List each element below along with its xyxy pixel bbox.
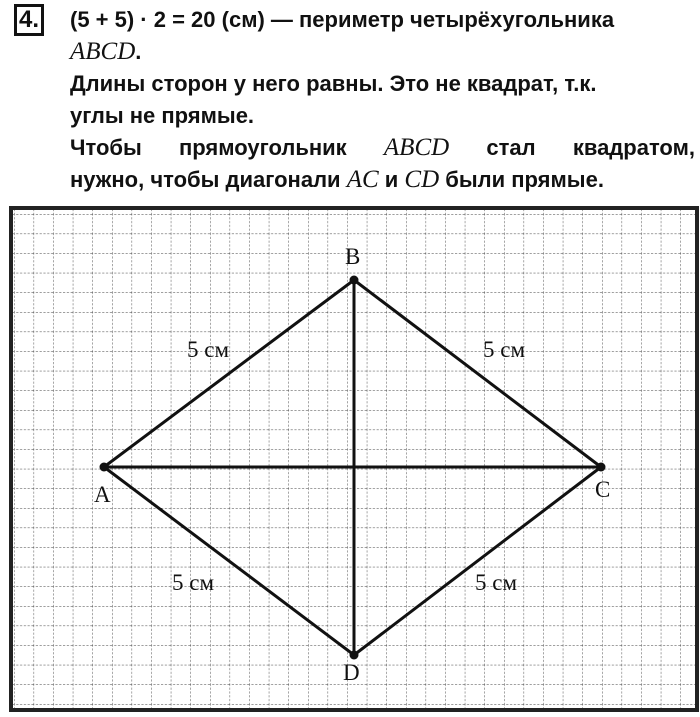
- vertex-label-a: A: [94, 482, 111, 507]
- text-line-5: [70, 132, 695, 164]
- vertex-label-d: D: [343, 660, 360, 685]
- text-line-1: [70, 4, 695, 36]
- period: .: [135, 39, 142, 64]
- text-line-6: [70, 164, 695, 196]
- text-fragment: нужно, чтобы диагонали: [70, 167, 347, 192]
- side-label-ab: 5 см: [187, 337, 230, 362]
- diagonal-ac: AC: [346, 166, 379, 193]
- text-line-4: углы не прямые.: [70, 103, 255, 128]
- vertex-label-c: C: [595, 477, 611, 502]
- text-line-2: [70, 36, 695, 68]
- quadrilateral-name: ABCD: [70, 38, 136, 65]
- word: Чтобы: [70, 135, 142, 160]
- vertex-b-dot: [350, 276, 359, 285]
- text-fragment: были прямые.: [439, 167, 604, 192]
- text-fragment: и: [378, 167, 405, 192]
- quadrilateral-name: ABCD: [383, 134, 450, 161]
- rhombus-figure: [0, 200, 700, 717]
- vertex-a-dot: [100, 463, 109, 472]
- vertex-label-b: B: [345, 244, 361, 269]
- word: стал: [486, 135, 536, 160]
- vertex-c-dot: [597, 463, 606, 472]
- vertex-d-dot: [350, 651, 359, 660]
- side-label-bc: 5 см: [483, 337, 526, 362]
- text-line-3: Длины сторон у него равны. Это не квадрат, т.к.: [70, 71, 597, 96]
- side-label-dc: 5 см: [475, 570, 518, 595]
- task-text: [70, 4, 695, 196]
- word: прямоугольник: [178, 135, 347, 160]
- word: квадратом,: [572, 135, 695, 160]
- figure-svg: [0, 200, 700, 717]
- task-number: 4.: [14, 4, 44, 36]
- perimeter-formula: (5 + 5) · 2 = 20 (см) — периметр четырёхугольника: [70, 7, 615, 32]
- diagonal-cd: CD: [404, 166, 440, 193]
- side-label-ad: 5 см: [172, 570, 215, 595]
